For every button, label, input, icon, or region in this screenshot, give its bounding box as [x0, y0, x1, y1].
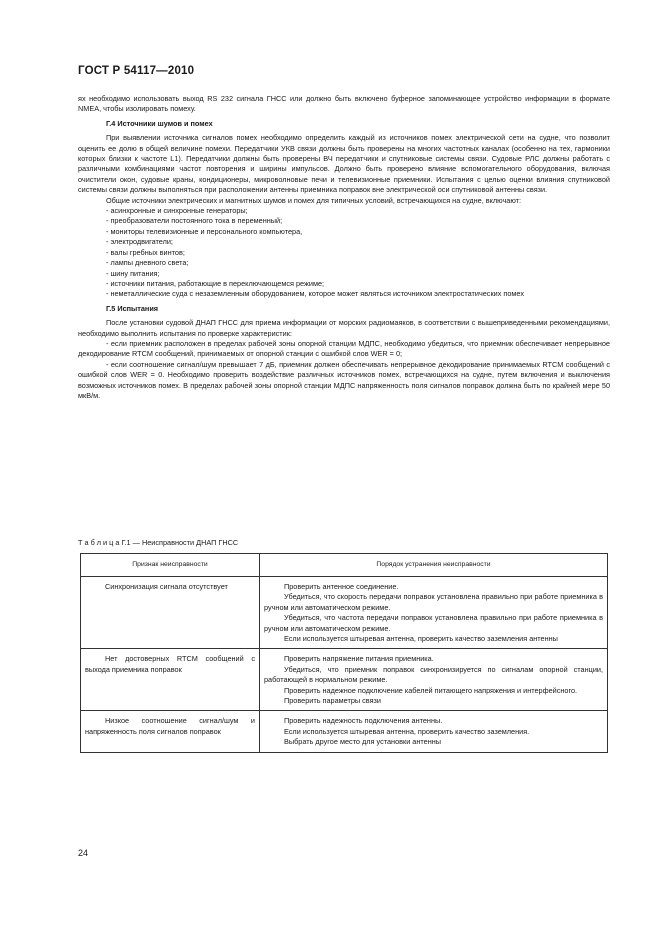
section-heading-g5: Г.5 Испытания [106, 303, 159, 313]
fix-step: Если используется штыревая антенна, проверить качество заземления антенны [284, 634, 558, 644]
fault-sign-cell [81, 577, 260, 649]
list-item: - неметаллические суда с незаземленным оборудованием, которое может являться источником электростатических помех [106, 289, 524, 299]
list-item: - шину питания; [106, 268, 160, 278]
table-row [81, 577, 608, 649]
paragraph: При выявлении источника сигналов помех необходимо определить каждый из источников помех электрической сети на судне, что позволит оценить ее долю в общей величине помехи. Передатчики УКВ связи должны быть проверены на многих частотных каналах (особенно на тех, гармоники которых близки к частоте L1). Передатчики должны быть проверены ВЧ передатчики и спутниковые системы связи. Судовые РЛС должны работать с различными комбинациями частот повторения и ширины импульсов. Должно быть проверено влияние вспомогательного оборудования, включая очистители окон, судовые краны, кондиционеры, микроволновые печи и телевизионные приемники. Испытания с целью оценки влияния спутниковой системы связи должны выполняться при расположении антенны приемника поправок вне электрической оси спутниковой антенны связи. [78, 133, 610, 195]
column-header: Признак неисправности [81, 554, 260, 577]
column-header: Порядок устранения неисправности [260, 554, 608, 577]
intro-paragraph: ях необходимо использовать выход RS 232 сигнала ГНСС или должно быть включено буферное запоминающее устройство информации в формате NMEA, чтобы изолировать помеху. [78, 94, 610, 114]
list-item: - источники питания, работающие в переключающемся режиме; [106, 278, 325, 288]
fix-step: Проверить надежное подключение кабелей питающего напряжения и интерфейсного. [284, 685, 578, 695]
fix-step: Если используется штыревая антенна, проверить качество заземления. [284, 726, 530, 736]
list-item: - валы гребных винтов; [106, 247, 185, 257]
paragraph: После установки судовой ДНАП ГНСС для приема информации от морских радиомаяков, в соответствии с вышеприведенными рекомендациями, необходимо выполнить испытания по проверке характеристик: [78, 318, 610, 338]
list-item: - электродвигатели; [106, 237, 173, 247]
fix-step: Выбрать другое место для установки антенны [284, 737, 442, 747]
document-header: ГОСТ Р 54117—2010 [78, 65, 195, 77]
fix-step: Проверить антенное соединение. [284, 582, 399, 591]
fix-step: Убедиться, что частота передачи поправок установлена правильно при работе приемника в ручном или автоматическом режиме. [264, 613, 603, 633]
table-caption: Т а б л и ц а Г.1 — Неисправности ДНАП ГНСС [78, 538, 239, 547]
list-item: - лампы дневного света; [106, 258, 189, 268]
list-item: - асинхронные и синхронные генераторы; [106, 206, 248, 216]
fix-step: Проверить напряжение питания приемника. [284, 654, 434, 664]
fault-fix-cell [260, 711, 608, 752]
list-item: - преобразователи постоянного тока в переменный; [106, 216, 283, 226]
fault-sign-cell [81, 711, 260, 752]
fix-step: Убедиться, что скорость передачи поправок установлена правильно при работе приемника в ручном или автоматическом режиме. [264, 592, 603, 612]
fault-fix-cell [260, 577, 608, 649]
paragraph: - если приемник расположен в пределах рабочей зоны опорной станции МДПС, необходимо убедиться, что приемник обеспечивает непрерывное декодирование RTCM сообщений, принимаемых от опорной станции с ошибкой слов WER = 0; [78, 338, 610, 359]
section-heading-g4: Г.4 Источники шумов и помех [106, 118, 213, 128]
fix-step: Убедиться, что приемник поправок синхронизируется по сигналам опорной станции, работающей в нормальном режиме. [264, 664, 603, 685]
table-row [81, 711, 608, 752]
fault-fix-cell [260, 649, 608, 711]
fault-sign: Низкое соотношение сигнал/шум и напряженность поля сигналов поправок [85, 716, 255, 736]
fault-sign: Нет достоверных RTCM сообщений с выхода приемника поправок [85, 654, 255, 674]
paragraph: - если соотношение сигнал/шум превышает 7 дБ, приемник должен обеспечивать непрерывное декодирование принимаемых RTCM сообщений с ошибкой слов WER = 0. Необходимо проверить воздействие различных источников помех, встречающихся на судне, путем включения и выключения возможных источников помех. В пределах рабочей зоны опорной станции МДПС напряженность поля сигналов поправок должна быть по крайней мере 50 мкВ/м. [78, 359, 610, 400]
page-number: 24 [78, 848, 89, 858]
fault-sign-cell [81, 649, 260, 711]
table-row [81, 649, 608, 711]
fix-step: Проверить параметры связи [284, 696, 381, 706]
faults-table [80, 553, 608, 753]
table-header-row [81, 554, 608, 577]
list-item: - мониторы телевизионные и персонального компьютера, [106, 226, 303, 236]
paragraph: Общие источники электрических и магнитных шумов и помех для типичных условий, встречающихся на судне, включают: [106, 195, 522, 205]
fault-sign: Синхронизация сигнала отсутствует [105, 582, 228, 591]
document-body [78, 94, 610, 401]
fix-step: Проверить надежность подключения антенны. [284, 716, 443, 726]
